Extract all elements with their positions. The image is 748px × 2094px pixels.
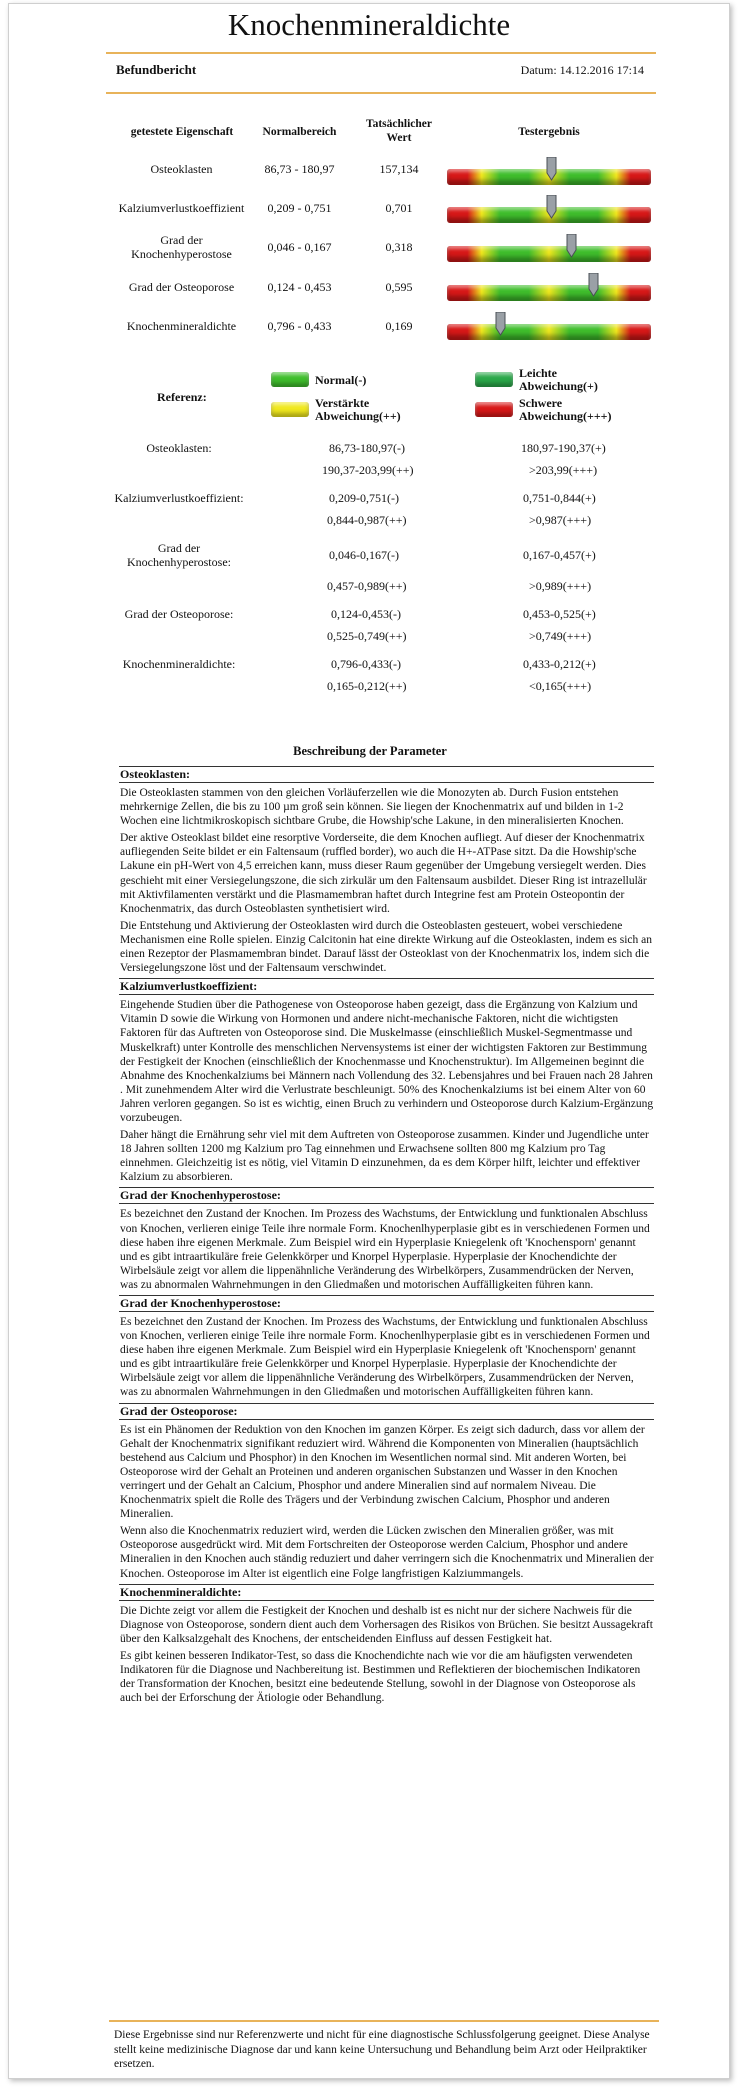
section-paragraph: Eingehende Studien über die Pathogenese von Osteoporose haben gezeigt, dass die Ergänzung von Kalzium und Vitamin D sowie die Wirkung von Hormonen und andere nicht-mechanische Faktoren, nicht die wichtigsten Faktoren für das Auftreten von Osteoporose sind. Die Muskelmasse (einschließlich Muskel-Segmentmasse und Muskelkraft) unter Kontrolle des menschlichen Nervensystems ist einer der wichtigsten Faktoren zur Bestimmung der Festigkeit der Knochen (einschließlich der Knochenmasse und Knochenstruktur). Im Allgemeinen beginnt die Abnahme des Knochenkalziums bei Männern nach Vollendung des 32. Lebensjahres und bei Frauen nach 28 Jahren . Mit zunehmendem Alter wird die Verlustrate beschleunigt. 50% des Knochenkalziums ist bei einem Alter von 60 Jahren verloren gegangen. So ist es wichtig, einen Bruch zu verhindern und Osteoporose durch Kalzium-Ergänzung vorzubeugen. bbox=[120, 999, 654, 1124]
section-paragraph: Wenn also die Knochenmatrix reduziert wird, werden die Lücken zwischen den Mineralien größer, was mit Osteoporose ausgedrückt wird. Mit dem Fortschreiten der Osteoporose werden Calcium, Phosphor und andere Mineralien in den Knochen auch ständig reduziert und daher verringern sich die Knochenmatrix und Mineralien der Knochen. Osteoporose im Alter ist eigentlich eine Folge langfristigen Kalziummangels. bbox=[120, 1525, 654, 1580]
reference-schwer: >0,987(+++) bbox=[529, 513, 592, 527]
reference-leicht: 180,97-190,37(+) bbox=[521, 441, 606, 455]
result-gauge bbox=[447, 169, 651, 185]
section-title: Knochenmineraldichte: bbox=[119, 1584, 654, 1601]
section-knochenmineraldichte bbox=[119, 1584, 654, 1706]
reference-schwer: >203,99(+++) bbox=[529, 463, 598, 477]
result-gauge bbox=[447, 324, 651, 340]
row-value: 157,134 bbox=[379, 162, 419, 176]
section-osteoklasten bbox=[119, 766, 654, 975]
reference-label: Knochenmineraldichte: bbox=[122, 657, 236, 671]
report-divider bbox=[106, 92, 656, 94]
reference-leicht: 0,453-0,525(+) bbox=[523, 607, 596, 621]
section-title: Grad der Knochenhyperostose: bbox=[119, 1187, 654, 1204]
reference-verstaerkt: 0,457-0,989(++) bbox=[327, 579, 407, 593]
reference-normal: 0,796-0,433(-) bbox=[331, 657, 401, 671]
reference-normal: 86,73-180,97(-) bbox=[329, 441, 405, 455]
reference-label: Osteoklasten: bbox=[146, 441, 212, 455]
gauge-marker-icon bbox=[546, 157, 557, 181]
row-name: Grad der Knochenhyperostose bbox=[131, 233, 232, 261]
reference-schwer: >0,989(+++) bbox=[529, 579, 592, 593]
row-value: 0,318 bbox=[385, 240, 413, 254]
description-title: Beschreibung der Parameter bbox=[293, 744, 447, 758]
legend-label-schwer: Schwere Abweichung(+++) bbox=[519, 396, 612, 423]
header-range: Normalbereich bbox=[262, 126, 337, 138]
section-title: Kalziumverlustkoeffizient: bbox=[119, 978, 654, 995]
reference-verstaerkt: 0,165-0,212(++) bbox=[327, 679, 407, 693]
reference-verstaerkt: 190,37-203,99(++) bbox=[322, 463, 414, 477]
section-paragraph: Es bezeichnet den Zustand der Knochen. Im Prozess des Wachstums, der Entwicklung und funktionalen Abschluss von Knochen, verlieren einige Teile ihre normale Form. Knochenlhyperplasie gibt es in verschiedenen Formen und diese haben ihre eigenen Merkmale. Zum Beispiel wird ein Hyperplasie Kniegelenk oft 'Knochensporn' genannt und es gibt intraartikuläre freie Gelenkkörper und Knorpel Hyperplasie. Hyperplasie der Knochendichte der Wirbelsäule zeigt vor allem die lippenähnliche Veränderung des Wirbelkörpers, Zusammendrücken der Nerven, was zu abnormalen Wahrnehmungen in den Gliedmaßen und motorischen Auffälligkeiten führen kann. bbox=[120, 1316, 650, 1399]
reference-leicht: 0,167-0,457(+) bbox=[523, 548, 596, 562]
section-osteoporose bbox=[119, 1403, 654, 1581]
report-page bbox=[8, 3, 730, 2079]
reference-label: Kalziumverlustkoeffizient: bbox=[114, 491, 244, 505]
result-gauge bbox=[447, 285, 651, 301]
row-value: 0,169 bbox=[385, 319, 413, 333]
section-knochenhyperostose-2 bbox=[119, 1295, 654, 1400]
row-range: 0,046 - 0,167 bbox=[267, 240, 332, 254]
result-gauge bbox=[447, 246, 651, 262]
row-value: 0,701 bbox=[385, 201, 413, 215]
row-name: Knochenmineraldichte bbox=[126, 319, 237, 333]
section-title: Osteoklasten: bbox=[119, 766, 654, 783]
legend-swatch-schwer bbox=[475, 402, 513, 417]
footer-divider bbox=[109, 2020, 659, 2022]
disclaimer: Diese Ergebnisse sind nur Referenzwerte und nicht für eine diagnostische Schlussfolgerung geeignet. Diese Analyse stellt keine medizinische Diagnose dar und kann keine Untersuchung und Behandlung beim Arzt oder Heilpraktiker ersetzen. bbox=[114, 2029, 650, 2070]
result-gauge bbox=[447, 207, 651, 223]
gauge-marker-icon bbox=[588, 273, 599, 297]
reference-normal: 0,046-0,167(-) bbox=[329, 548, 399, 562]
row-range: 0,209 - 0,751 bbox=[267, 201, 332, 215]
section-paragraph: Daher hängt die Ernährung sehr viel mit dem Auftreten von Osteoporose zusammen. Kinder und Jugendliche unter 18 Jahren sollten 1200 mg Kalzium pro Tag einnehmen und Erwachsene sollten 800 mg Kalzium pro Tag einnehmen. Gleichzeitig ist es nötig, viel Vitamin D einzunehmen, da es dem Körper hilft, leichter und effektiver Kalzium zu absorbieren. bbox=[120, 1129, 649, 1184]
section-title: Grad der Knochenhyperostose: bbox=[119, 1295, 654, 1312]
page-title: Knochenmineraldichte bbox=[227, 7, 511, 42]
section-paragraph: Die Entstehung und Aktivierung der Osteoklasten wird durch die Osteoblasten gesteuert, wobei verschiedene Mechanismen eine Rolle spielen. Einzig Calcitonin hat eine direkte Wirkung auf die Osteoklasten, indem es sich an einen Rezeptor der Plasmamembran bindet. Darauf lässt der Osteoklast von der Knochenmatrix los, indem sich die Versiegelungszone löst und der Faltensaum verschwindet. bbox=[120, 919, 653, 975]
report-label: Befundbericht bbox=[116, 62, 197, 77]
reference-schwer: >0,749(+++) bbox=[529, 629, 592, 643]
gauge-marker-icon bbox=[566, 234, 577, 258]
header-actual: Tatsächlicher Wert bbox=[365, 118, 433, 144]
row-name: Kalziumverlustkoeffizient bbox=[118, 201, 245, 215]
reference-leicht: 0,751-0,844(+) bbox=[523, 491, 596, 505]
report-date: Datum: 14.12.2016 17:14 bbox=[520, 63, 644, 77]
row-range: 86,73 - 180,97 bbox=[264, 162, 335, 176]
title-divider bbox=[106, 52, 656, 54]
gauge-marker-icon bbox=[546, 195, 557, 219]
gauge-marker-icon bbox=[495, 312, 506, 336]
reference-leicht: 0,433-0,212(+) bbox=[523, 657, 596, 671]
row-range: 0,124 - 0,453 bbox=[267, 280, 332, 294]
reference-label: Grad der Knochenhyperostose: bbox=[127, 541, 231, 569]
row-value: 0,595 bbox=[385, 280, 413, 294]
legend-swatch-normal bbox=[271, 372, 309, 387]
section-paragraph: Es gibt keinen besseren Indikator-Test, so dass die Knochendichte nach wie vor die am häufigsten verwendeten Indikatoren für die Diagnose und Nachbereitung ist. Bestimmen und Reflektieren der biochemischen Indikatoren der Transformation der Knochen, besitzt eine bedeutende Stellung, sowohl in der Diagnose von Osteoporose als auch bei der Erforschung der Ätiologie oder Behandlung. bbox=[120, 1649, 641, 1705]
reference-normal: 0,209-0,751(-) bbox=[329, 491, 399, 505]
legend-label-normal: Normal(-) bbox=[315, 373, 367, 387]
row-range: 0,796 - 0,433 bbox=[267, 319, 332, 333]
parameter-descriptions bbox=[119, 766, 654, 1708]
section-paragraph: Der aktive Osteoklast bildet eine resorptive Vorderseite, die dem Knochen aufliegt. Auf dieser der Knochenmatrix aufliegenden Seite bildet er ein Faltensaum (ruffled border), wo auch die H+-ATPase sitzt. Da die Howship'sche Lakune ein pH-Wert von 4,5 erreichen kann, muss dieser Raum gegenüber der Umgebung versiegelt werden. Dies geschieht mit einer Versiegelungszone, die sich zirkulär um den Faltensaum ausbildet. Dieser Ring ist intrazellulär mit Aktivfilamenten verstärkt und die Plasmamembran haftet durch Integrine fest am Protein Osteopontin der Knochenmatrix, das durch Osteoblasten synthetisiert wird. bbox=[120, 832, 647, 915]
legend-swatch-leicht bbox=[475, 372, 513, 387]
reference-normal: 0,124-0,453(-) bbox=[331, 607, 401, 621]
section-title: Grad der Osteoporose: bbox=[119, 1403, 654, 1420]
header-result: Testergebnis bbox=[518, 126, 580, 138]
row-name: Osteoklasten bbox=[150, 162, 213, 176]
reference-verstaerkt: 0,844-0,987(++) bbox=[327, 513, 407, 527]
section-paragraph: Es ist ein Phänomen der Reduktion von den Knochen im ganzen Körper. Es zeigt sich dadurch, dass vor allem der Gehalt der Knochenmatrix signifikant reduziert wird. Während die Komponenten von Mineralien (hauptsächlich bestehend aus Calcium und Phosphor) in den Knochen im Wesentlichen normal sind. Mit anderen Worten, bei Osteoporose wird der Gehalt an Proteinen und anderen organischen Substanzen und Wasser in den Knochen verringert und der Gehalt an Calcium, Phosphor und andere Mineralien sind auf normalem Niveau. Die Knochenmatrix spielt die Rolle des Trägers und der Verbindung zwischen Calcium, Phosphor und anderen Mineralien. bbox=[120, 1423, 645, 1521]
legend-swatch-verstaerkt bbox=[271, 402, 309, 417]
reference-label: Grad der Osteoporose: bbox=[124, 607, 234, 621]
reference-verstaerkt: 0,525-0,749(++) bbox=[327, 629, 407, 643]
section-knochenhyperostose bbox=[119, 1187, 654, 1292]
section-paragraph: Die Dichte zeigt vor allem die Festigkeit der Knochen und deshalb ist es nicht nur der sichere Nachweis für die Diagnose von Osteoporose, sondern dient auch dem Vorhersagen des Risikos von Brüchen. Sie besitzt Aussagekraft über den Kalksalzgehalt des Knochens, der entscheidenden Einfluss auf dessen Festigkeit hat. bbox=[120, 1604, 653, 1645]
reference-schwer: <0,165(+++) bbox=[529, 679, 592, 693]
header-property: getestete Eigenschaft bbox=[130, 126, 234, 138]
row-name: Grad der Osteoporose bbox=[128, 280, 235, 294]
section-paragraph: Die Osteoklasten stammen von den gleichen Vorläuferzellen wie die Monozyten ab. Durch Fusion entstehen mehrkernige Zellen, die bis zu 100 µm groß sein können. Sie liegen der Knochenmatrix auf und bilden in 1-2 Wochen eine lichtmikroskopisch sichtbare Grube, die Howship'sche Lakune, in den mineralisierten Knochen. bbox=[120, 787, 624, 828]
legend-label-leicht: Leichte Abweichung(+) bbox=[519, 366, 598, 393]
legend-title: Referenz: bbox=[157, 390, 207, 404]
section-kalziumverlust bbox=[119, 978, 654, 1184]
legend-label-verstaerkt: Verstärkte Abweichung(++) bbox=[315, 396, 401, 423]
section-paragraph: Es bezeichnet den Zustand der Knochen. Im Prozess des Wachstums, der Entwicklung und funktionalen Abschluss von Knochen, verlieren einige Teile ihre normale Form. Knochenlhyperplasie gibt es in verschiedenen Formen und diese haben ihre eigenen Merkmale. Zum Beispiel wird ein Hyperplasie Kniegelenk oft 'Knochensporn' genannt und es gibt intraartikuläre freie Gelenkkörper und Knorpel Hyperplasie. Hyperplasie der Knochendichte der Wirbelsäule zeigt vor allem die lippenähnliche Veränderung des Wirbelkörpers, Zusammendrücken der Nerven, was zu abnormalen Wahrnehmungen in den Gliedmaßen und motorischen Auffälligkeiten führen kann. bbox=[120, 1208, 650, 1291]
